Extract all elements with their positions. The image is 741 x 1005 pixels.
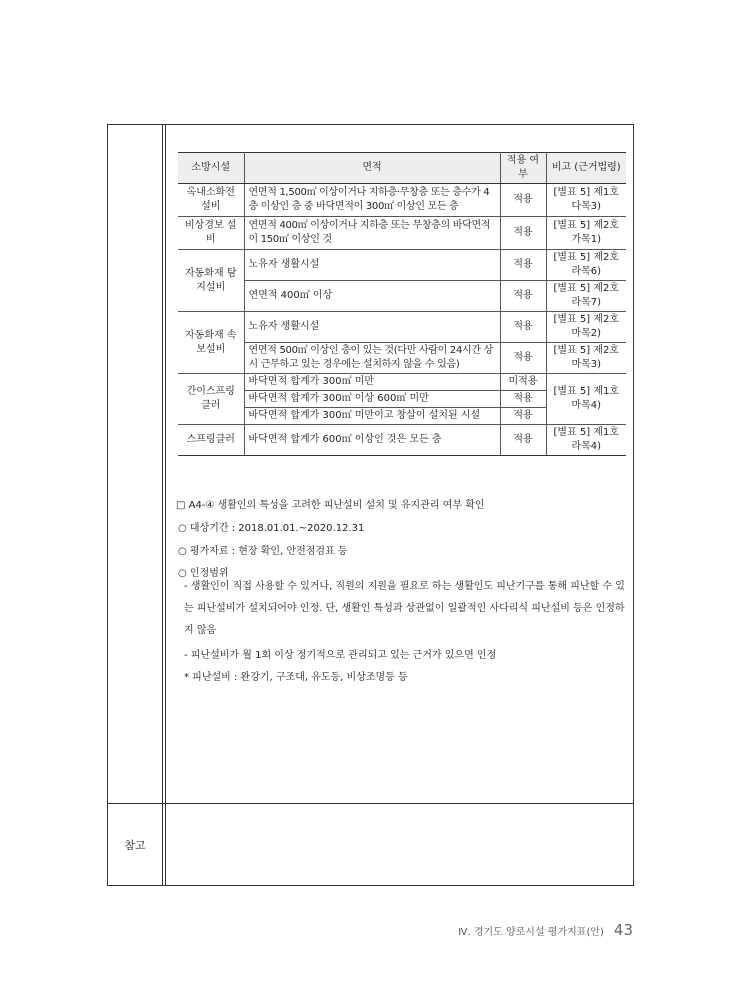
section-title: □ A4-④ 생활인의 특성을 고려한 피난설비 설치 및 유지관리 여부 확인: [176, 500, 485, 511]
applicable-cell: 적용: [500, 408, 546, 425]
footer-title: Ⅳ. 경기도 양로시설 평가지표(안): [458, 927, 604, 938]
page-footer: [458, 921, 633, 939]
facility-cell: 자동화재 속보설비: [178, 312, 244, 374]
note-cell: [별표 5] 제2호라목6): [546, 250, 626, 281]
evaluation-materials: ○ 평가자료 : 현장 확인, 안전점검표 등: [178, 546, 348, 557]
table-row: [178, 425, 626, 456]
applicable-cell: 적용: [500, 425, 546, 456]
table-row: [178, 250, 626, 281]
table-row: [178, 374, 626, 391]
area-cell: 바닥면적 합계가 300㎡ 이상 600㎡ 미만: [244, 391, 500, 408]
note-cell: [별표 5] 제1호다목3): [546, 184, 626, 217]
area-cell: 바닥면적 합계가 300㎡ 미만: [244, 374, 500, 391]
note-cell: [별표 5] 제1호마목4): [546, 374, 626, 425]
facility-cell: 간이스프링 클러: [178, 374, 244, 425]
table-row: [178, 281, 626, 312]
header-applicable: 적용 여부: [500, 153, 546, 184]
area-cell: 연면적 400㎡ 이상: [244, 281, 500, 312]
applicable-cell: 적용: [500, 281, 546, 312]
area-cell: 연면적 1,500㎡ 이상이거나 지하층·무창층 또는 층수가 4층 이상인 층 중 바닥면적이 300㎡ 이상인 모든 층: [244, 184, 500, 217]
area-cell: 연면적 500㎡ 이상인 층이 있는 것(다만 사람이 24시간 상시 근무하고 있는 경우에는 설치하지 않을 수 있음): [244, 343, 500, 374]
facility-cell: 옥내소화전 설비: [178, 184, 244, 217]
note-cell: [별표 5] 제2호마목2): [546, 312, 626, 343]
table-row: [178, 217, 626, 250]
page-number: 43: [613, 921, 633, 939]
table-row: [178, 184, 626, 217]
area-cell: 바닥면적 합계가 300㎡ 미만이고 창살이 설치된 시설: [244, 408, 500, 425]
facility-cell: 자동화재 탐지설비: [178, 250, 244, 312]
header-facility: 소방시설: [178, 153, 244, 184]
target-period: ○ 대상기간 : 2018.01.01.~2020.12.31: [178, 523, 365, 534]
applicable-cell: 미적용: [500, 374, 546, 391]
applicable-cell: 적용: [500, 250, 546, 281]
note-cell: [별표 5] 제2호라목7): [546, 281, 626, 312]
facility-cell: 스프링클러: [178, 425, 244, 456]
applicable-cell: 적용: [500, 184, 546, 217]
reference-label: 참고: [124, 839, 146, 852]
area-cell: 연면적 400㎡ 이상이거나 지하층 또는 무창층의 바닥면적이 150㎡ 이상인 것: [244, 217, 500, 250]
scope-item: - 피난설비가 월 1회 이상 정기적으로 관리되고 있는 근거가 있으면 인정: [184, 650, 497, 661]
note-cell: [별표 5] 제1호라목4): [546, 425, 626, 456]
scope-item: - 생활인이 직접 사용할 수 있거나, 직원의 지원을 필요로 하는 생활인도 피난기구를 통해 피난할 수 있는 피난설비가 설치되어야 인정. 단, 생활인 특성과 상관없이 일괄적인 사다리식 피난설비 등은 인정하지 않음: [184, 581, 625, 636]
facility-cell: 비상경보 설비: [178, 217, 244, 250]
fire-facility-table: [178, 152, 626, 456]
area-cell: 바닥면적 합계가 600㎡ 이상인 것은 모든 층: [244, 425, 500, 456]
table-row: [178, 343, 626, 374]
applicable-cell: 적용: [500, 343, 546, 374]
header-area: 면적: [244, 153, 500, 184]
header-note: 비고 (근거법령): [546, 153, 626, 184]
table-row: [178, 312, 626, 343]
applicable-cell: 적용: [500, 312, 546, 343]
note-cell: [별표 5] 제2호마목3): [546, 343, 626, 374]
area-cell: 노유자 생활시설: [244, 312, 500, 343]
table-header-row: [178, 153, 626, 184]
evacuation-equipment-note: * 피난설비 : 완강기, 구조대, 유도등, 비상조명등 등: [184, 672, 408, 683]
recognition-scope: ○ 인정범위: [178, 568, 229, 579]
applicable-cell: 적용: [500, 217, 546, 250]
applicable-cell: 적용: [500, 391, 546, 408]
area-cell: 노유자 생활시설: [244, 250, 500, 281]
note-cell: [별표 5] 제2호가목1): [546, 217, 626, 250]
